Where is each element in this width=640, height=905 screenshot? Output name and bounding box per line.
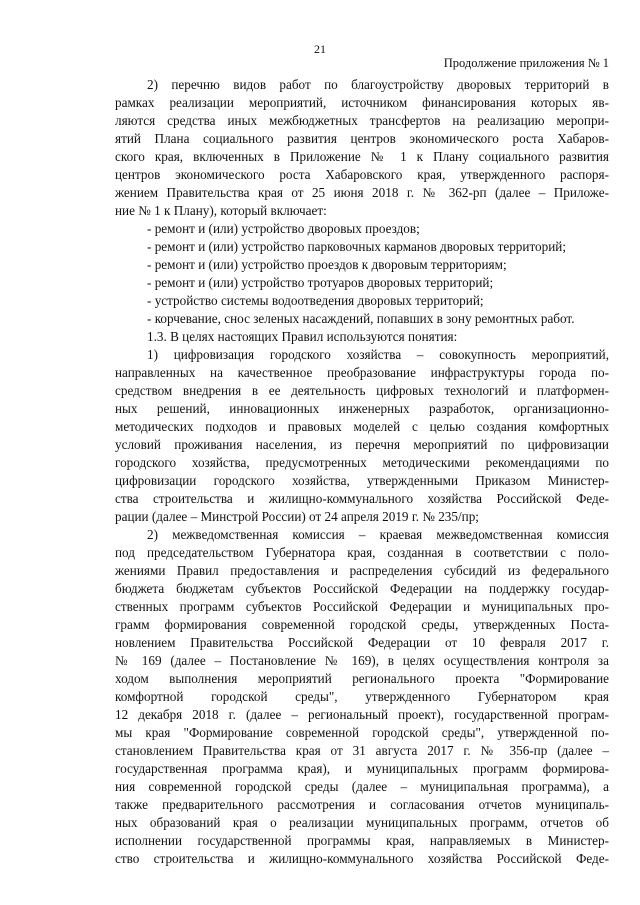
text-line: ства строительства и жилищно-коммунального хозяйства Российской Феде- (115, 491, 609, 506)
text-line: жением Правительства края от 25 июня 2018 г. № 362-рп (далее – Приложе- (115, 185, 609, 200)
text-line: жениями Правил предоставления и распределения субсидий из федерального (115, 563, 609, 578)
text-line: цифровизации городского хозяйства, утвержденными Приказом Министер- (115, 473, 609, 488)
text-line: комфортной городской среды", утвержденного Губернатором края (115, 689, 609, 704)
text-line: - ремонт и (или) устройство тротуаров дворовых территорий; (147, 275, 494, 290)
text-line: ляются средства иных межбюджетных трансфертов на реализацию меропри- (115, 113, 609, 128)
text-line: 1) цифровизация городского хозяйства – совокупность мероприятий, (147, 347, 609, 362)
appendix-continuation-title: Продолжение приложения № 1 (443, 56, 609, 70)
text-line: государственная программа края), и муниципальных программ формирова- (115, 761, 609, 776)
text-line: городского хозяйства, предусмотренных методическими рекомендациями по (115, 455, 609, 470)
text-line: грамм формирования современной городской среды, утвержденных Поста- (115, 617, 609, 632)
text-line: № 169 (далее – Постановление № 169), в целях осуществления контроля за (115, 653, 609, 668)
text-line: - устройство системы водоотведения дворовых территорий; (147, 293, 484, 308)
page-number: 21 (314, 42, 326, 56)
text-line: становлением Правительства края от 31 августа 2017 г. № 356-пр (далее – (115, 743, 609, 758)
text-line: мы края "Формирование современной городской среды", утвержденной по- (115, 725, 609, 740)
text-line: под председательством Губернатора края, созданная в соответствии с поло- (115, 545, 609, 560)
text-line: методических подходов и правовых моделей с целью создания комфортных (115, 419, 609, 434)
text-line: рамках реализации мероприятий, источником финансирования которых яв- (115, 95, 609, 110)
text-line: рации (далее – Минстрой России) от 24 апреля 2019 г. № 235/пр; (115, 509, 479, 524)
text-line: ния современной городской среды (далее – муниципальная программа), а (115, 779, 609, 794)
text-line: новлением Правительства Российской Федерации от 10 февраля 2017 г. (115, 635, 609, 650)
text-line: ского края, включенных в Приложение № 1 к Плану социального развития (115, 149, 609, 164)
text-line: - ремонт и (или) устройство дворовых проездов; (147, 221, 420, 236)
text-line: - ремонт и (или) устройство парковочных карманов дворовых территорий; (147, 239, 567, 254)
text-line: 2) перечню видов работ по благоустройству дворовых территорий в (147, 77, 609, 92)
document-body (115, 76, 609, 868)
text-line: центров экономического роста Хабаровского края, утвержденного распоря- (115, 167, 609, 182)
text-line: также предварительного рассмотрения и согласования отчетов муниципаль- (115, 797, 609, 812)
text-line: 1.3. В целях настоящих Правил используются понятия: (147, 329, 458, 344)
text-line: ние № 1 к Плану), который включает: (115, 203, 327, 218)
text-line: 2) межведомственная комиссия – краевая межведомственная комиссия (147, 527, 609, 542)
text-line: - ремонт и (или) устройство проездов к дворовым территориям; (147, 257, 507, 272)
text-line: направленных на качественное преобразование инфраструктуры города по- (115, 365, 609, 380)
text-line: исполнении государственной программы края, направляемых в Министер- (115, 833, 609, 848)
text-line: ных решений, инновационных инженерных разработок, организационно- (115, 401, 609, 416)
text-line: бюджета бюджетам субъектов Российской Федерации на поддержку государ- (115, 581, 609, 596)
text-line: ятий Плана социального развития центров экономического роста Хабаров- (115, 131, 609, 146)
text-line: ственных программ субъектов Российской Федерации и муниципальных про- (115, 599, 609, 614)
text-line: ных образований края о реализации муниципальных программ, отчетов об (115, 815, 609, 830)
text-line: ходом выполнения мероприятий регионального проекта "Формирование (115, 671, 609, 686)
text-line: - корчевание, снос зеленых насаждений, попавших в зону ремонтных работ. (147, 311, 575, 326)
text-line: условий проживания населения, из перечня мероприятий по цифровизации (115, 437, 609, 452)
text-line: средством внедрения в ее деятельность цифровых технологий и платформен- (115, 383, 609, 398)
text-line: ство строительства и жилищно-коммунального хозяйства Российской Феде- (115, 851, 609, 866)
text-line: 12 декабря 2018 г. (далее – региональный проект), государственной програм- (115, 707, 609, 722)
